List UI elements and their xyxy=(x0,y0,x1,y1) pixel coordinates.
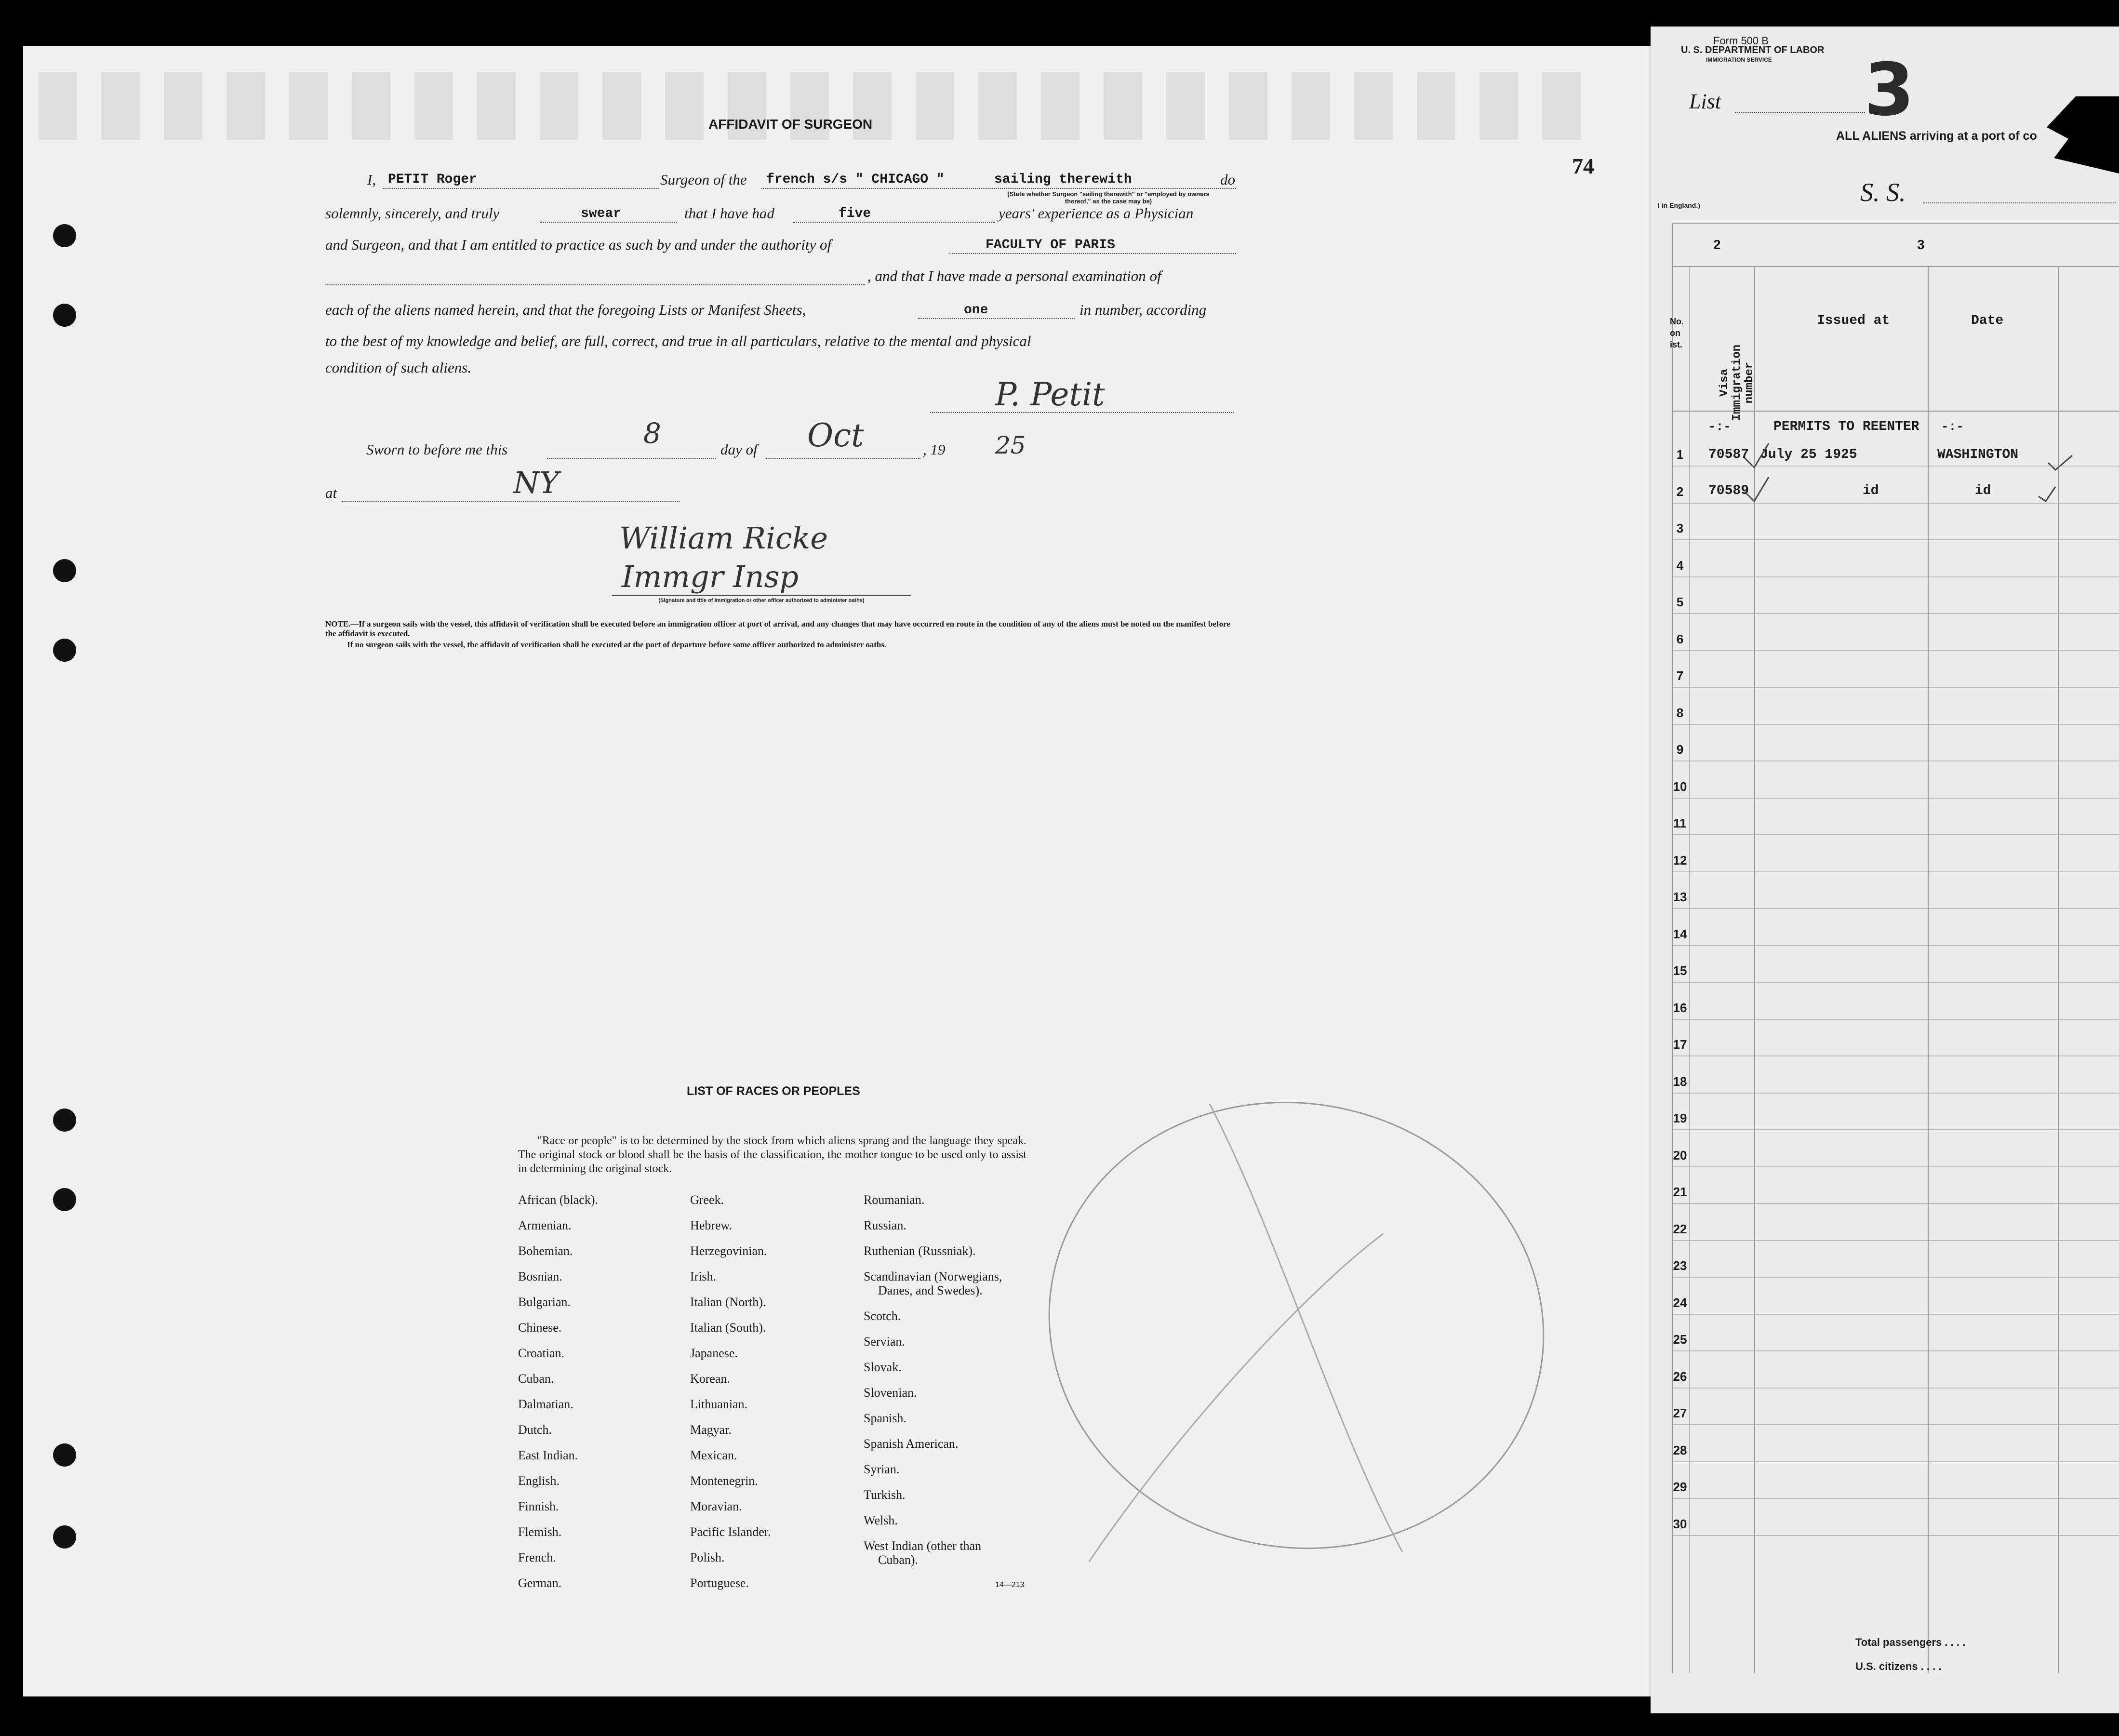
row-number: 10 xyxy=(1673,779,1687,794)
row-number: 6 xyxy=(1676,631,1684,646)
race-item: Syrian. xyxy=(864,1462,900,1476)
sworn-place: NY xyxy=(513,465,560,500)
affidavit-text: I, xyxy=(367,171,376,188)
affidavit-text: at xyxy=(325,484,337,501)
race-item: Montenegrin. xyxy=(690,1474,758,1488)
race-item: Scandinavian (Norwegians, xyxy=(864,1269,1002,1283)
race-item: Greek. xyxy=(690,1193,724,1207)
table-cell-visa: 70589 xyxy=(1708,483,1749,498)
race-item: Spanish American. xyxy=(864,1437,959,1451)
race-item: Chinese. xyxy=(518,1321,562,1335)
row-number: 15 xyxy=(1673,963,1687,978)
sailing-status: sailing therewith xyxy=(994,172,1132,187)
row-line xyxy=(1672,1535,2119,1536)
blank-line xyxy=(761,188,1236,189)
race-item: Slovenian. xyxy=(864,1386,917,1400)
race-item: Portuguese. xyxy=(690,1576,749,1590)
signature-line xyxy=(612,595,911,596)
officer-signature: William Ricke xyxy=(619,521,828,556)
race-item: Irish. xyxy=(690,1269,717,1283)
row-line xyxy=(1672,1314,2119,1315)
blank-line xyxy=(342,501,680,502)
affidavit-text: years' experience as a Physician xyxy=(999,205,1194,222)
race-item: Danes, and Swedes). xyxy=(878,1283,983,1297)
row-line xyxy=(1672,724,2119,725)
race-item: Croatian. xyxy=(518,1346,565,1360)
column-number-2: 2 xyxy=(1713,237,1721,252)
row-line xyxy=(1672,834,2119,835)
row-line xyxy=(1672,1166,2119,1167)
total-passengers: Total passengers . . . . xyxy=(1855,1636,1966,1648)
race-item: Dutch. xyxy=(518,1423,552,1437)
row-number: 30 xyxy=(1673,1516,1687,1531)
race-item: Italian (South). xyxy=(690,1321,766,1335)
race-item: Finnish. xyxy=(518,1499,559,1513)
row-line xyxy=(1672,945,2119,946)
ss-label: S. S. xyxy=(1860,178,1906,207)
header-visa-number: Visa Immigration number xyxy=(1718,344,1756,421)
race-item: Bosnian. xyxy=(518,1269,562,1283)
row-line xyxy=(1672,1055,2119,1056)
blank-line xyxy=(793,222,995,223)
row-number: 27 xyxy=(1673,1406,1687,1420)
row-number: 4 xyxy=(1676,558,1684,573)
row-number: 13 xyxy=(1673,890,1687,904)
binder-hole xyxy=(53,224,76,247)
row-line xyxy=(1672,1240,2119,1241)
affidavit-text: day of xyxy=(720,441,758,458)
affidavit-text: , and that I have made a personal examination of xyxy=(867,267,1161,284)
affidavit-text: do xyxy=(1220,171,1235,188)
row-line xyxy=(1672,539,2119,540)
department: U. S. DEPARTMENT OF LABOR xyxy=(1681,45,1825,55)
race-item: Slovak. xyxy=(864,1360,902,1374)
race-item: East Indian. xyxy=(518,1448,578,1462)
binder-hole xyxy=(53,1108,76,1132)
race-item: Flemish. xyxy=(518,1525,562,1539)
column-number-3: 3 xyxy=(1917,237,1925,252)
race-item: Dalmatian. xyxy=(518,1397,573,1411)
race-item: Welsh. xyxy=(864,1513,898,1527)
page-number: 74 xyxy=(1572,154,1594,178)
row-line xyxy=(1672,1093,2119,1094)
affidavit-text: to the best of my knowledge and belief, are full, correct, and true in all particulars, relative to the mental and physical xyxy=(325,333,1031,349)
race-item: Korean. xyxy=(690,1372,731,1386)
blank-line xyxy=(325,284,865,285)
race-item: Polish. xyxy=(690,1550,725,1564)
affidavit-text: and Surgeon, and that I am entitled to practice as such by and under the authority of xyxy=(325,236,832,253)
header-no-on-list: No. on ist. xyxy=(1670,317,1684,349)
us-citizens: U.S. citizens . . . . xyxy=(1855,1660,1942,1672)
section-dash: -:- xyxy=(1708,419,1731,434)
row-line xyxy=(1672,650,2119,651)
row-line xyxy=(1672,1277,2119,1278)
race-item: Lithuanian. xyxy=(690,1397,748,1411)
row-line xyxy=(1672,871,2119,872)
race-item: Armenian. xyxy=(518,1218,572,1232)
header-issued-at: Issued at xyxy=(1817,313,1890,328)
row-line xyxy=(1672,798,2119,799)
affidavit-text: solemnly, sincerely, and truly xyxy=(325,205,500,222)
blank-line xyxy=(383,188,659,189)
row-line xyxy=(1672,1424,2119,1425)
state-note: (State whether Surgeon "sailing therewith" or "employed by owners thereof," as the case may be) xyxy=(1007,190,1210,205)
row-number: 28 xyxy=(1673,1442,1687,1457)
surgeon-name: PETIT Roger xyxy=(388,172,477,187)
section-dash: -:- xyxy=(1941,419,1964,434)
row-number: 8 xyxy=(1676,705,1684,720)
row-line xyxy=(1672,466,2119,467)
blank-line xyxy=(540,222,677,223)
oath-type: swear xyxy=(581,206,622,221)
row-number: 29 xyxy=(1673,1480,1687,1494)
vessel-name: french s/s " CHICAGO " xyxy=(766,172,945,187)
race-item: Italian (North). xyxy=(690,1295,766,1309)
row-number: 9 xyxy=(1676,742,1684,757)
section-heading: PERMITS TO REENTER xyxy=(1773,419,1919,434)
race-item: Bohemian. xyxy=(518,1244,573,1258)
row-line xyxy=(1672,908,2119,909)
binder-hole xyxy=(53,1188,76,1211)
right-page xyxy=(1651,27,2119,1713)
binder-hole xyxy=(53,559,76,582)
race-item: German. xyxy=(518,1576,562,1590)
race-item: Cuban. xyxy=(518,1372,554,1386)
row-number: 18 xyxy=(1673,1074,1687,1089)
row-line xyxy=(1672,1350,2119,1351)
header-date: Date xyxy=(1971,313,2004,328)
affidavit-text: condition of such aliens. xyxy=(325,359,472,376)
row-line xyxy=(1672,1129,2119,1130)
form-code: 14—213 xyxy=(995,1581,1025,1589)
note-1: NOTE.—If a surgeon sails with the vessel, this affidavit of verification shall be executed before an immigration officer at port of arrival, and any changes that may have occurred en route in the condition of any of the aliens must be noted on the manifest before the affidavit is executed. xyxy=(325,619,1230,638)
row-line xyxy=(1672,503,2119,504)
row-number: 23 xyxy=(1673,1258,1687,1273)
race-item: Magyar. xyxy=(690,1423,732,1437)
race-item: Japanese. xyxy=(690,1346,738,1360)
row-number: 24 xyxy=(1673,1295,1687,1310)
affidavit-text: each of the aliens named herein, and that the foregoing Lists or Manifest Sheets, xyxy=(325,301,806,318)
race-item: Moravian. xyxy=(690,1499,742,1513)
list-number: 3 xyxy=(1864,48,1915,132)
row-line xyxy=(1672,1498,2119,1499)
races-intro: "Race or people" is to be determined by the stock from which aliens sprang and the language they speak. The original stock or blood shall be the basis of the classification, the mother tongue to be used only to assist in determining the original stock. xyxy=(518,1135,1026,1175)
row-number: 20 xyxy=(1673,1148,1687,1162)
binder-hole xyxy=(53,1443,76,1467)
list-label: List xyxy=(1689,90,1721,113)
row-line xyxy=(1672,687,2119,688)
all-aliens-heading: ALL ALIENS arriving at a port of co xyxy=(1836,129,2037,143)
row-line xyxy=(1672,576,2119,577)
table-rule xyxy=(1672,223,2119,224)
affidavit-title: AFFIDAVIT OF SURGEON xyxy=(708,117,873,132)
race-item: Scotch. xyxy=(864,1309,901,1323)
binder-hole xyxy=(53,304,76,327)
races-title: LIST OF RACES OR PEOPLES xyxy=(687,1084,860,1098)
row-line xyxy=(1672,1203,2119,1204)
officer-title: Immgr Insp xyxy=(622,559,799,594)
service: IMMIGRATION SERVICE xyxy=(1706,56,1772,63)
binder-hole xyxy=(53,639,76,662)
race-item: French. xyxy=(518,1550,556,1564)
table-cell-visa: 70587 xyxy=(1708,447,1749,462)
note-2: If no surgeon sails with the vessel, the affidavit of verification shall be executed at the port of departure before some officer authorized to administer oaths. xyxy=(347,640,887,649)
affidavit-text: in number, according xyxy=(1079,301,1207,318)
affidavit-text: Surgeon of the xyxy=(660,171,747,188)
row-line xyxy=(1672,1461,2119,1462)
table-cell-date: WASHINGTON xyxy=(1937,447,2019,462)
sworn-month: Oct xyxy=(807,417,864,454)
sworn-day: 8 xyxy=(643,417,661,450)
race-item: Pacific Islander. xyxy=(690,1525,771,1539)
sworn-year: 25 xyxy=(995,431,1026,459)
row-line xyxy=(1672,1019,2119,1020)
form-number: Form 500 B xyxy=(1713,35,1769,47)
row-number: 26 xyxy=(1673,1369,1687,1384)
race-item: Cuban). xyxy=(878,1553,919,1567)
list-line xyxy=(1735,112,1865,113)
row-number: 1 xyxy=(1676,447,1684,462)
race-item: African (black). xyxy=(518,1193,599,1207)
row-number: 17 xyxy=(1673,1037,1687,1052)
pencil-cancel-mark xyxy=(1036,1089,1576,1581)
officer-caption: (Signature and title of immigration or other officer authorized to administer oaths) xyxy=(658,598,865,603)
affidavit-text: Sworn to before me this xyxy=(366,441,508,458)
row-line xyxy=(1672,1388,2119,1389)
sheet-count: one xyxy=(964,303,988,318)
race-item: Spanish. xyxy=(864,1411,906,1425)
row-number: 14 xyxy=(1673,926,1687,941)
race-item: Roumanian. xyxy=(864,1193,925,1207)
row-number: 11 xyxy=(1673,816,1687,830)
table-rule xyxy=(1672,266,2119,267)
blank-line xyxy=(547,458,716,459)
ss-line xyxy=(1923,202,2116,203)
blank-line xyxy=(918,318,1075,319)
row-number: 21 xyxy=(1673,1185,1687,1199)
row-line xyxy=(1672,613,2119,614)
binder-hole xyxy=(53,1525,76,1549)
table-cell-date: id xyxy=(1975,483,1991,498)
row-number: 5 xyxy=(1676,595,1684,609)
england-fragment: l in England.) xyxy=(1658,201,1700,209)
row-number: 19 xyxy=(1673,1111,1687,1125)
row-number: 12 xyxy=(1673,853,1687,868)
affidavit-text: , 19 xyxy=(923,441,946,458)
race-item: Hebrew. xyxy=(690,1218,733,1232)
pencil-check-marks xyxy=(1735,429,2082,506)
blank-line xyxy=(766,458,920,459)
row-number: 16 xyxy=(1673,1000,1687,1015)
table-cell-issued: July 25 1925 xyxy=(1760,447,1857,462)
row-number: 7 xyxy=(1676,668,1684,683)
race-item: Mexican. xyxy=(690,1448,737,1462)
race-item: Herzegovinian. xyxy=(690,1244,767,1258)
race-item: West Indian (other than xyxy=(864,1539,982,1553)
race-item: Servian. xyxy=(864,1335,905,1349)
row-number: 25 xyxy=(1673,1332,1687,1347)
race-item: Russian. xyxy=(864,1218,906,1232)
race-item: English. xyxy=(518,1474,560,1488)
row-line xyxy=(1672,982,2119,983)
blank-line xyxy=(949,253,1236,254)
race-item: Ruthenian (Russniak). xyxy=(864,1244,976,1258)
years-experience: five xyxy=(839,206,871,221)
race-item: Bulgarian. xyxy=(518,1295,571,1309)
authority: FACULTY OF PARIS xyxy=(986,238,1115,253)
table-cell-issued: id xyxy=(1863,483,1879,498)
surgeon-signature: P. Petit xyxy=(995,376,1105,413)
row-number: 22 xyxy=(1673,1221,1687,1236)
row-number: 3 xyxy=(1676,521,1684,535)
affidavit-text: that I have had xyxy=(684,205,774,222)
row-number: 2 xyxy=(1676,484,1684,499)
race-item: Turkish. xyxy=(864,1488,906,1502)
